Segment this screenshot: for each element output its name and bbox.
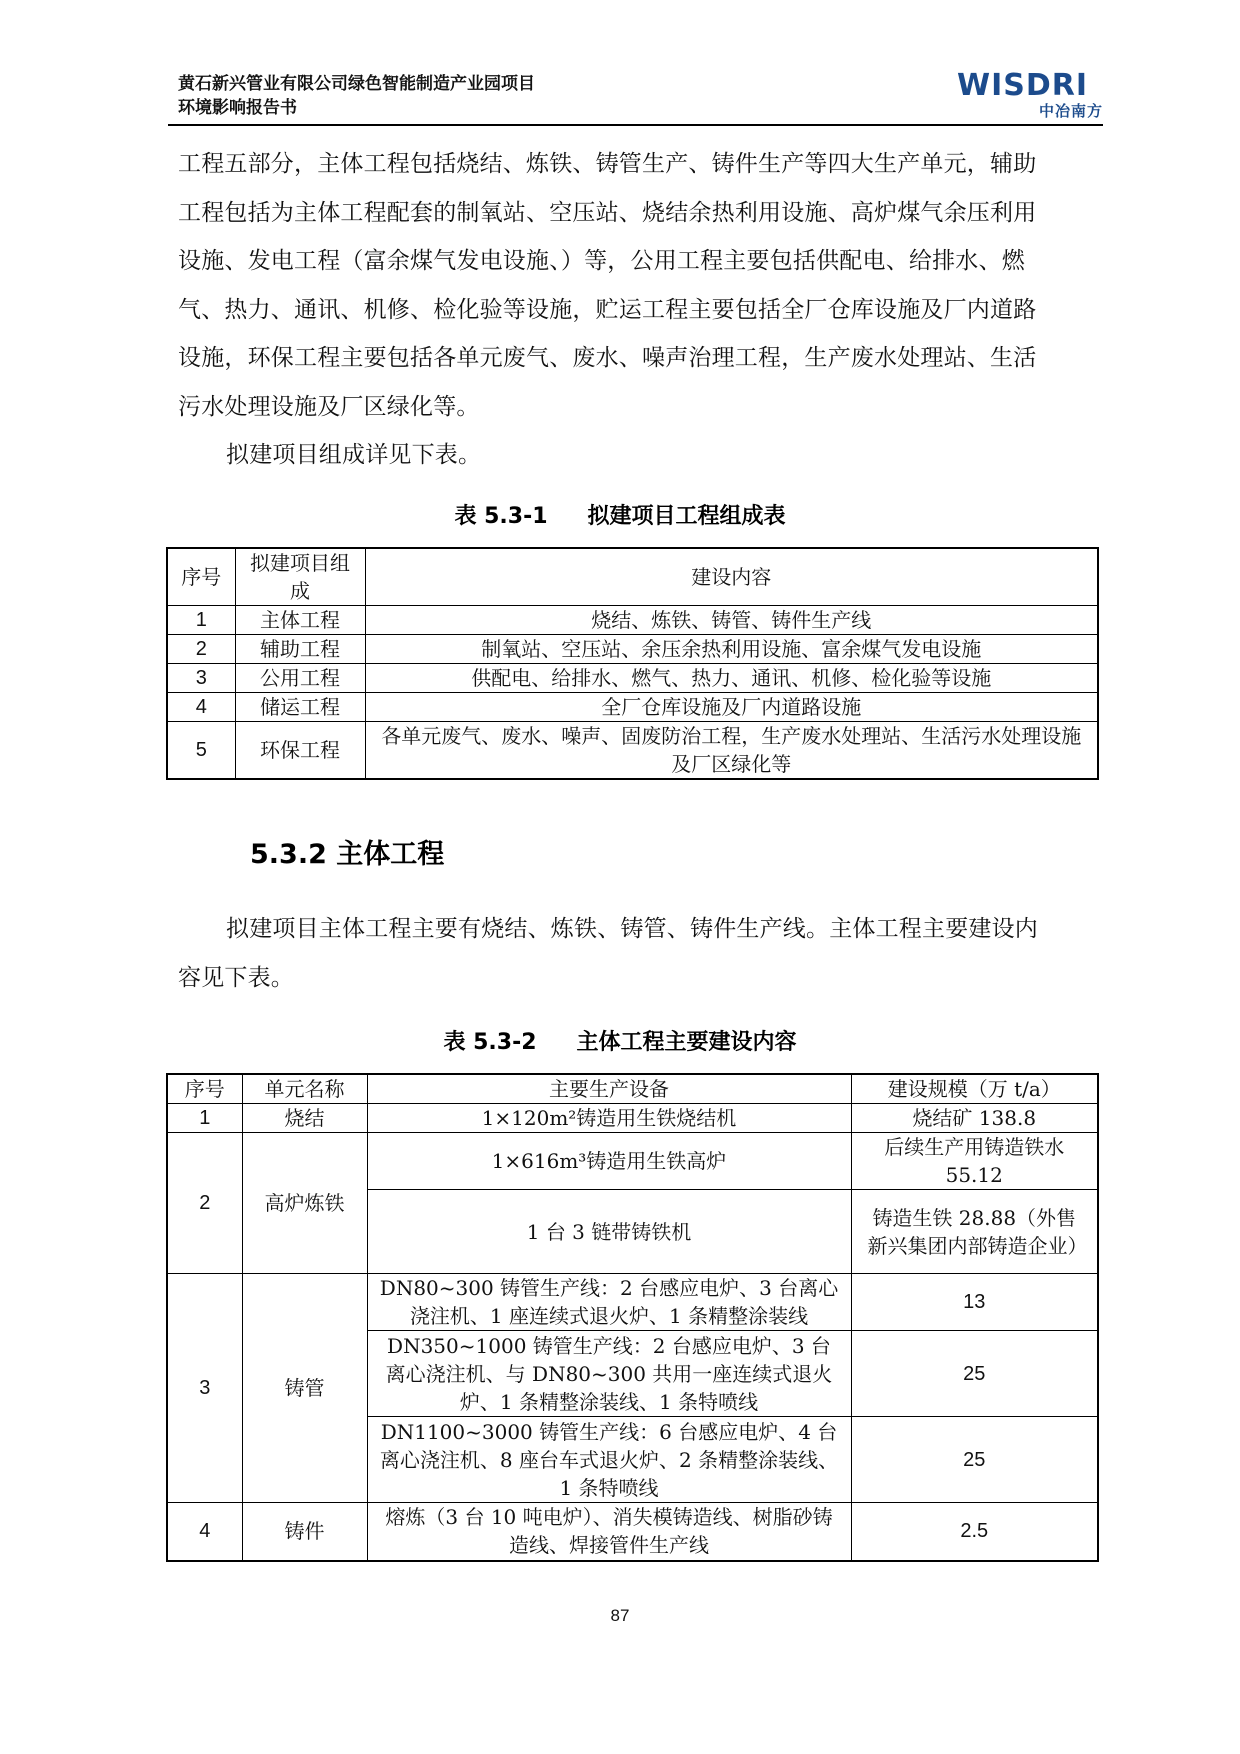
section-line-2: 容见下表。 bbox=[178, 964, 294, 991]
row-unit: 高炉炼铁 bbox=[242, 1133, 367, 1274]
row-unit: 铸件 bbox=[242, 1503, 367, 1561]
table-row bbox=[167, 1133, 1098, 1190]
row-scale: 铸造生铁 28.88（外售新兴集团内部铸造企业） bbox=[851, 1190, 1098, 1274]
row-scale: 13 bbox=[851, 1274, 1098, 1331]
row-scale: 25 bbox=[851, 1417, 1098, 1503]
row-equipment: 1 台 3 链带铸铁机 bbox=[367, 1190, 851, 1274]
col-header-no: 序号 bbox=[167, 1074, 242, 1104]
company-logo bbox=[957, 68, 1103, 118]
row-scale: 25 bbox=[851, 1331, 1098, 1417]
intro-line-2: 工程包括为主体工程配套的制氧站、空压站、烧结余热利用设施、高炉煤气余压利用 bbox=[178, 199, 1037, 226]
table-header-row bbox=[167, 548, 1098, 606]
section-title: 主体工程 bbox=[336, 839, 445, 870]
table2-caption-number: 表 5.3-2 bbox=[443, 1030, 537, 1055]
main-works-table bbox=[166, 1073, 1099, 1562]
row-content: 烧结、炼铁、铸管、铸件生产线 bbox=[365, 606, 1098, 635]
section-heading bbox=[250, 832, 444, 871]
section-number: 5.3.2 bbox=[250, 839, 327, 870]
row-scale: 烧结矿 138.8 bbox=[851, 1104, 1098, 1133]
row-component: 环保工程 bbox=[235, 722, 365, 780]
col-header-content: 建设内容 bbox=[365, 548, 1098, 606]
wisdri-logo-mark bbox=[957, 68, 1103, 100]
row-content: 制氧站、空压站、余压余热利用设施、富余煤气发电设施 bbox=[365, 635, 1098, 664]
row-no: 4 bbox=[167, 693, 235, 722]
intro-line-3: 设施、发电工程（富余煤气发电设施、）等，公用工程主要包括供配电、给排水、燃 bbox=[178, 248, 1025, 274]
row-unit: 烧结 bbox=[242, 1104, 367, 1133]
row-no: 5 bbox=[167, 722, 235, 780]
row-equipment: DN1100~3000 铸管生产线：6 台感应电炉、4 台离心浇注机、8 座台车式退火炉、2 条精整涂装线、1 条特喷线 bbox=[367, 1417, 851, 1503]
table2-caption-title: 主体工程主要建设内容 bbox=[576, 1030, 797, 1055]
col-header-component: 拟建项目组成 bbox=[235, 548, 365, 606]
table-header-row bbox=[167, 1074, 1098, 1104]
intro-line-4: 气、热力、通讯、机修、检化验等设施，贮运工程主要包括全厂仓库设施及厂内道路 bbox=[178, 296, 1037, 323]
table-row bbox=[167, 1104, 1098, 1133]
header-divider bbox=[168, 124, 1103, 126]
row-no: 4 bbox=[167, 1503, 242, 1561]
row-content: 各单元废气、废水、噪声、固废防治工程，生产废水处理站、生活污水处理设施及厂区绿化等 bbox=[365, 722, 1098, 780]
table-row bbox=[167, 722, 1098, 780]
col-header-equipment: 主要生产设备 bbox=[367, 1074, 851, 1104]
table-row bbox=[167, 635, 1098, 664]
logo-chinese-name: 中冶南方 bbox=[1038, 102, 1103, 120]
col-header-scale: 建设规模（万 t/a） bbox=[851, 1074, 1098, 1104]
row-equipment: 1×120m²铸造用生铁烧结机 bbox=[367, 1104, 851, 1133]
row-component: 辅助工程 bbox=[235, 635, 365, 664]
page-number: 87 bbox=[610, 1606, 630, 1625]
table1-caption-title: 拟建项目工程组成表 bbox=[587, 504, 786, 529]
header-line-2: 环境影响报告书 bbox=[178, 98, 297, 118]
row-scale: 2.5 bbox=[851, 1503, 1098, 1561]
row-no: 1 bbox=[167, 606, 235, 635]
row-no: 2 bbox=[167, 1133, 242, 1274]
row-no: 1 bbox=[167, 1104, 242, 1133]
row-component: 主体工程 bbox=[235, 606, 365, 635]
row-no: 3 bbox=[167, 664, 235, 693]
intro-line-1: 工程五部分，主体工程包括烧结、炼铁、铸管生产、铸件生产等四大生产单元，辅助 bbox=[178, 151, 1037, 177]
intro-line-6: 污水处理设施及厂区绿化等。 bbox=[178, 393, 480, 420]
row-content: 全厂仓库设施及厂内道路设施 bbox=[365, 693, 1098, 722]
section-line-1: 拟建项目主体工程主要有烧结、炼铁、铸管、铸件生产线。主体工程主要建设内 bbox=[226, 916, 1038, 942]
table1-caption-number: 表 5.3-1 bbox=[454, 504, 548, 529]
col-header-unit: 单元名称 bbox=[242, 1074, 367, 1104]
table-row bbox=[167, 1503, 1098, 1561]
col-header-no: 序号 bbox=[167, 548, 235, 606]
table-row bbox=[167, 1274, 1098, 1331]
table2-caption bbox=[0, 1025, 1240, 1056]
row-unit: 铸管 bbox=[242, 1274, 367, 1503]
header-line-1: 黄石新兴管业有限公司绿色智能制造产业园项目 bbox=[178, 74, 535, 94]
row-component: 公用工程 bbox=[235, 664, 365, 693]
project-composition-table bbox=[166, 547, 1099, 780]
row-no: 3 bbox=[167, 1274, 242, 1503]
row-content: 供配电、给排水、燃气、热力、通讯、机修、检化验等设施 bbox=[365, 664, 1098, 693]
table-row bbox=[167, 606, 1098, 635]
row-equipment: 1×616m³铸造用生铁高炉 bbox=[367, 1133, 851, 1190]
document-header-title bbox=[178, 72, 535, 120]
table-row bbox=[167, 664, 1098, 693]
table1-caption bbox=[0, 499, 1240, 530]
intro-line-5: 设施，环保工程主要包括各单元废气、废水、噪声治理工程，生产废水处理站、生活 bbox=[178, 345, 1037, 371]
intro-followup: 拟建项目组成详见下表。 bbox=[226, 442, 482, 468]
section-paragraph bbox=[178, 905, 1098, 1002]
row-component: 储运工程 bbox=[235, 693, 365, 722]
table-row bbox=[167, 693, 1098, 722]
row-no: 2 bbox=[167, 635, 235, 664]
row-equipment: 熔炼（3 台 10 吨电炉）、消失模铸造线、树脂砂铸造线、焊接管件生产线 bbox=[367, 1503, 851, 1561]
intro-paragraph bbox=[178, 140, 1098, 480]
row-equipment: DN80~300 铸管生产线：2 台感应电炉、3 台离心浇注机、1 座连续式退火炉、1 条精整涂装线 bbox=[367, 1274, 851, 1331]
row-equipment: DN350~1000 铸管生产线：2 台感应电炉、3 台离心浇注机、与 DN80~300 共用一座连续式退火炉、1 条精整涂装线、1 条特喷线 bbox=[367, 1331, 851, 1417]
logo-wordmark: WISDRI bbox=[957, 68, 1089, 100]
row-scale: 后续生产用铸造铁水 55.12 bbox=[851, 1133, 1098, 1190]
